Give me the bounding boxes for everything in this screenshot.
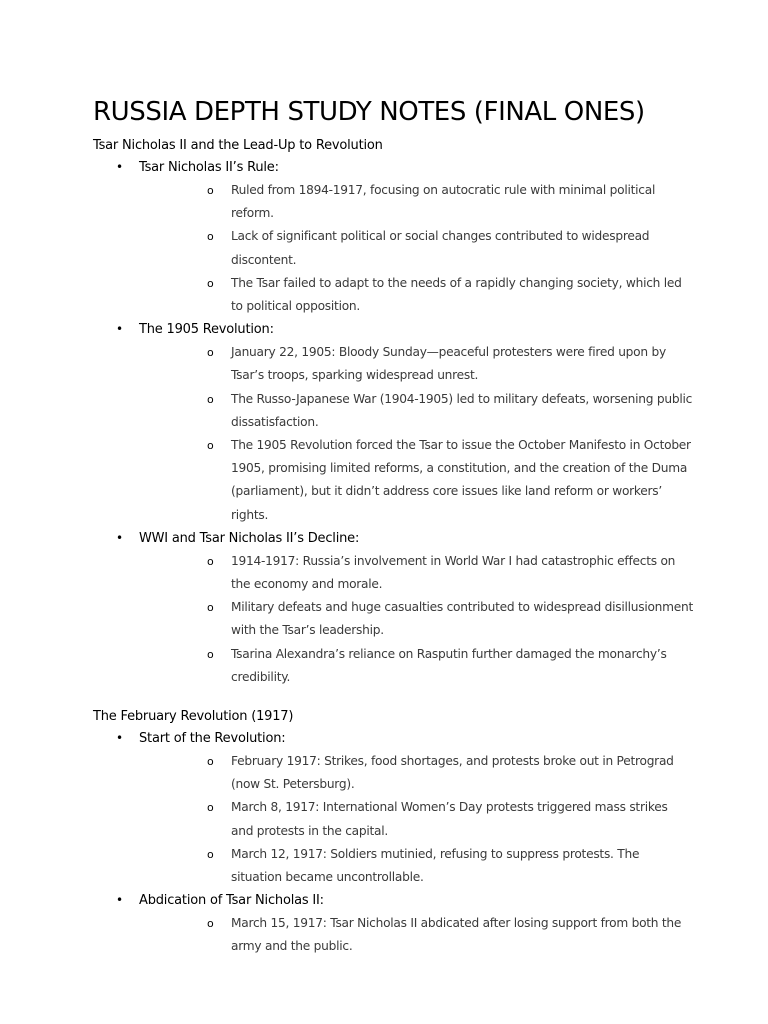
topic-label: Abdication of Tsar Nicholas II: xyxy=(139,893,324,909)
subbullet-icon: o xyxy=(207,392,214,406)
subbullet-icon: o xyxy=(207,647,214,661)
document-page xyxy=(93,92,693,959)
list-item: o March 12, 1917: Soldiers mutinied, refusing to suppress protests. The situation became uncontrollable. xyxy=(139,843,693,889)
bullet-icon: • xyxy=(116,731,124,746)
point-list xyxy=(139,750,693,889)
list-item: o Tsarina Alexandra’s reliance on Rasputin further damaged the monarchy’s credibility. xyxy=(139,643,693,689)
list-item: o The Russo-Japanese War (1904-1905) led to military defeats, worsening public dissatisfaction. xyxy=(139,388,693,434)
list-item: o The 1905 Revolution forced the Tsar to issue the October Manifesto in October 1905, promising limited reforms, a constitution, and the creation of the Duma (parliament), but it didn’t address core issues like land reform or workers’ rights. xyxy=(139,434,693,527)
subbullet-icon: o xyxy=(207,439,214,453)
subbullet-icon: o xyxy=(207,755,214,769)
point-list xyxy=(139,550,693,689)
subbullet-icon: o xyxy=(207,346,214,360)
subbullet-icon: o xyxy=(207,917,214,931)
topic-label: WWI and Tsar Nicholas II’s Decline: xyxy=(139,530,360,546)
bullet-icon: • xyxy=(116,322,124,337)
topic-tsar-rule xyxy=(93,156,693,318)
list-item: o January 22, 1905: Bloody Sunday—peaceful protesters were fired upon by Tsar’s troops, sparking widespread unrest. xyxy=(139,341,693,387)
subbullet-icon: o xyxy=(207,230,214,244)
subbullet-icon: o xyxy=(207,554,214,568)
list-item: o Military defeats and huge casualties contributed to widespread disillusionment with the Tsar’s leadership. xyxy=(139,596,693,642)
section-heading-february-revolution: The February Revolution (1917) xyxy=(93,709,294,725)
subbullet-icon: o xyxy=(207,184,214,197)
topic-label: Tsar Nicholas II’s Rule: xyxy=(139,160,279,175)
point-list xyxy=(139,179,693,318)
point-list xyxy=(139,912,693,958)
section-heading-lead-up: Tsar Nicholas II and the Lead-Up to Revolution xyxy=(93,138,383,153)
subbullet-icon: o xyxy=(207,601,214,615)
list-item: o March 15, 1917: Tsar Nicholas II abdicated after losing support from both the army and the public. xyxy=(139,912,693,958)
topic-list-february-revolution xyxy=(93,727,693,959)
topic-label: Start of the Revolution: xyxy=(139,731,286,747)
subbullet-icon: o xyxy=(207,801,214,815)
list-item: o 1914-1917: Russia’s involvement in World War I had catastrophic effects on the economy and morale. xyxy=(139,550,693,596)
topic-1905-revolution xyxy=(93,318,693,527)
list-item: o Ruled from 1894-1917, focusing on autocratic rule with minimal political reform. xyxy=(139,179,693,225)
bullet-icon: • xyxy=(116,893,124,908)
topic-abdication xyxy=(93,889,693,958)
topic-wwi-decline xyxy=(93,527,693,689)
point-list xyxy=(139,341,693,527)
subbullet-icon: o xyxy=(207,847,214,861)
topic-label: The 1905 Revolution: xyxy=(139,322,274,338)
list-item: o February 1917: Strikes, food shortages, and protests broke out in Petrograd (now St. Petersburg). xyxy=(139,750,693,796)
bullet-icon: • xyxy=(116,160,124,174)
list-item: o March 8, 1917: International Women’s Day protests triggered mass strikes and protests in the capital. xyxy=(139,796,693,842)
list-item: o Lack of significant political or social changes contributed to widespread discontent. xyxy=(139,225,693,271)
subbullet-icon: o xyxy=(207,276,214,290)
topic-start-of-revolution xyxy=(93,727,693,889)
topic-list-lead-up xyxy=(93,156,693,689)
document-title: RUSSIA DEPTH STUDY NOTES (FINAL ONES) xyxy=(93,97,645,127)
list-item: o The Tsar failed to adapt to the needs of a rapidly changing society, which led to political opposition. xyxy=(139,272,693,318)
bullet-icon: • xyxy=(116,530,124,545)
